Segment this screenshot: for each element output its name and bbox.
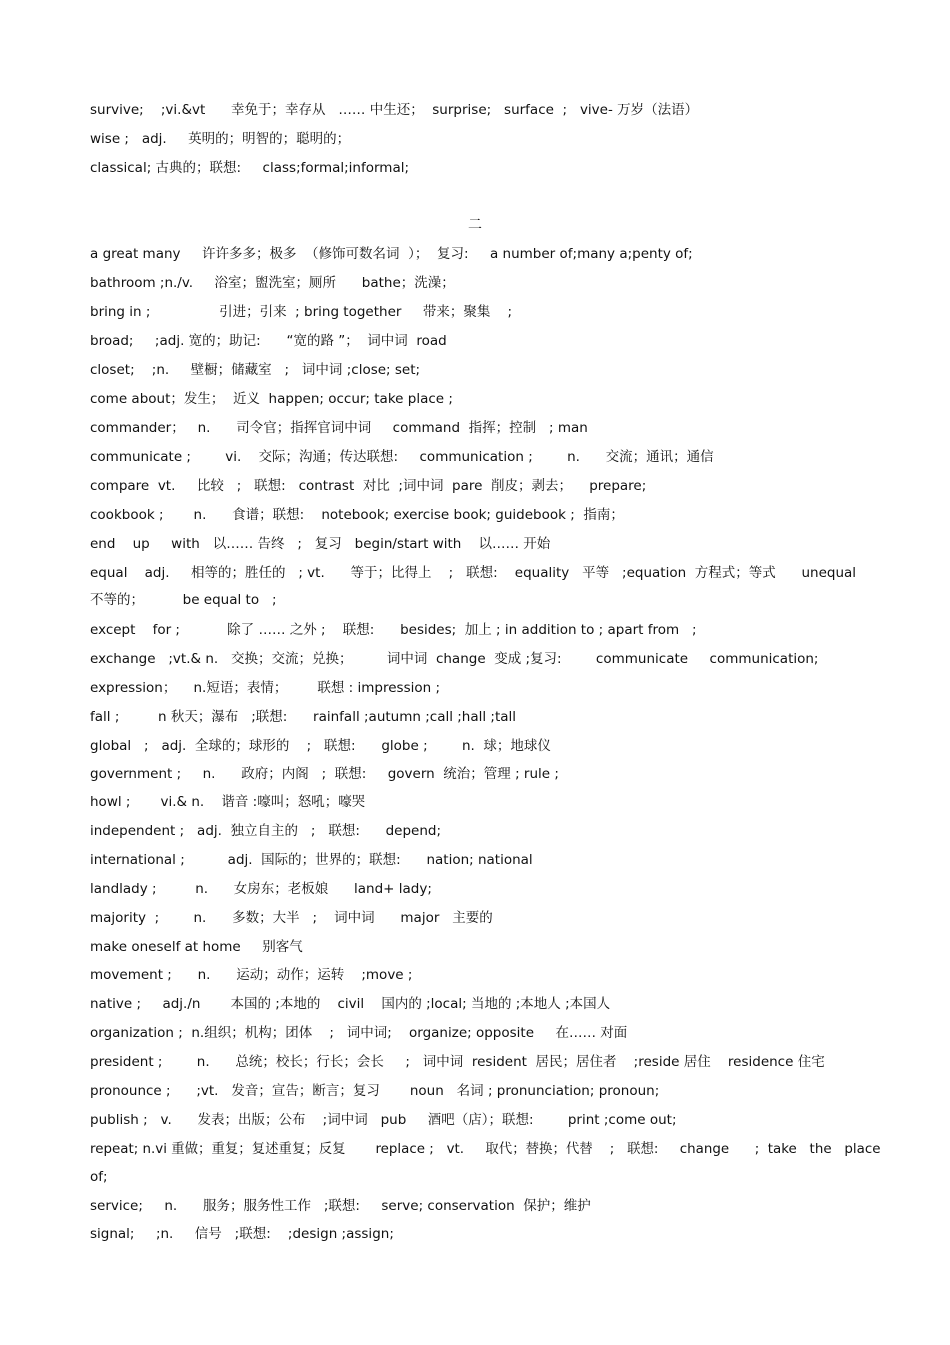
entry-equal-continued: 不等的； be equal to ; [90,592,277,608]
section-heading: 二 [468,217,482,233]
entry-howl: howl ; vi.& n. 谐音 :嚎叫；怒吼；嚎哭 [90,794,366,810]
entry-bathroom: bathroom ;n./v. 浴室；盥洗室；厕所 bathe；洗澡； [90,275,455,291]
entry-movement: movement ; n. 运动；动作；运转 ;move ; [90,967,413,983]
entry-independent: independent ; adj. 独立自主的 ; 联想: depend; [90,823,442,839]
entry-end-up-with: end up with 以…… 告终 ; 复习 begin/start with 以…… 开始 [90,536,551,552]
entry-international: international ; adj. 国际的；世界的；联想: nation; national [90,852,533,868]
entry-closet: closet; ;n. 壁橱；储藏室 ; 词中词 ;close; set; [90,362,421,378]
entry-bring-in: bring in ; 引进；引来 ; bring together 带来；聚集 ; [90,304,513,320]
entry-pronounce: pronounce ; ;vt. 发音；宣告；断言；复习 noun 名词 ; pronunciation; pronoun; [90,1083,660,1099]
entry-fall: fall ; n 秋天；瀑布 ;联想: rainfall ;autumn ;call ;hall ;tall [90,709,517,725]
entry-make-oneself-at-home: make oneself at home 别客气 [90,939,303,955]
entry-landlady: landlady ; n. 女房东；老板娘 land+ lady; [90,881,432,897]
entry-government: government ; n. 政府；内阁 ; 联想: govern 统治；管理 ; rule ; [90,766,559,782]
entry-broad: broad; ;adj. 宽的；助记: “宽的路 ”； 词中词 road [90,333,447,349]
entry-communicate: communicate ; vi. 交际；沟通；传达联想: communication ; n. 交流；通讯；通信 [90,449,714,465]
entry-except-for: except for ; 除了 …… 之外 ; 联想: besides; 加上 ; in addition to ; apart from ; [90,622,697,638]
entry-native: native ; adj./n 本国的 ;本地的 civil 国内的 ;local; 当地的 ;本地人 ;本国人 [90,996,611,1012]
entry-cookbook: cookbook ; n. 食谱；联想: notebook; exercise book; guidebook ; 指南； [90,507,624,523]
entry-service: service; n. 服务；服务性工作 ;联想: serve; conservation 保护；维护 [90,1198,591,1214]
entry-come-about: come about；发生； 近义 happen; occur; take place ; [90,391,453,407]
entry-publish: publish ; v. 发表；出版；公布 ;词中词 pub 酒吧（店）；联想: print ;come out; [90,1112,677,1128]
entry-classical: classical; 古典的；联想: class;formal;informal; [90,160,410,176]
entry-wise: wise ; adj. 英明的；明智的；聪明的； [90,131,351,147]
entry-expression: expression； n.短语；表情； 联想 : impression ; [90,680,441,696]
entry-signal: signal; ;n. 信号 ;联想: ;design ;assign; [90,1226,394,1242]
entry-equal: equal adj. 相等的；胜任的 ; vt. 等于；比得上 ; 联想: equality 平等 ;equation 方程式；等式 unequal [90,565,857,581]
entry-majority: majority ; n. 多数；大半 ; 词中词 major 主要的 [90,910,493,926]
entry-repeat-continued: of; [90,1169,108,1185]
entry-survive: survive; ;vi.&vt 幸免于；幸存从 …… 中生还； surprise; surface ; vive- 万岁（法语） [90,102,699,118]
entry-a-great-many: a great many 许许多多；极多 （修饰可数名词 ）； 复习: a number of;many a;penty of; [90,246,693,262]
entry-repeat: repeat; n.vi 重做；重复；复述重复；反复 replace ; vt. 取代；替换；代替 ; 联想: change ; take the place [90,1141,881,1157]
entry-compare: compare vt. 比较 ; 联想: contrast 对比 ;词中词 pare 削皮；剥去； prepare; [90,478,647,494]
entry-global: global ; adj. 全球的；球形的 ; 联想: globe ; n. 球；地球仪 [90,738,551,754]
entry-commander: commander； n. 司令官；指挥官词中词 command 指挥；控制 ; man [90,420,588,436]
entry-exchange: exchange ;vt.& n. 交换；交流；兑换； 词中词 change 变成 ;复习: communicate communication; [90,651,819,667]
entry-organization: organization ; n.组织；机构；团体 ; 词中词; organize; opposite 在…… 对面 [90,1025,628,1041]
entry-president: president ; n. 总统；校长；行长；会长 ; 词中词 resident 居民；居住者 ;reside 居住 residence 住宅 [90,1054,825,1070]
